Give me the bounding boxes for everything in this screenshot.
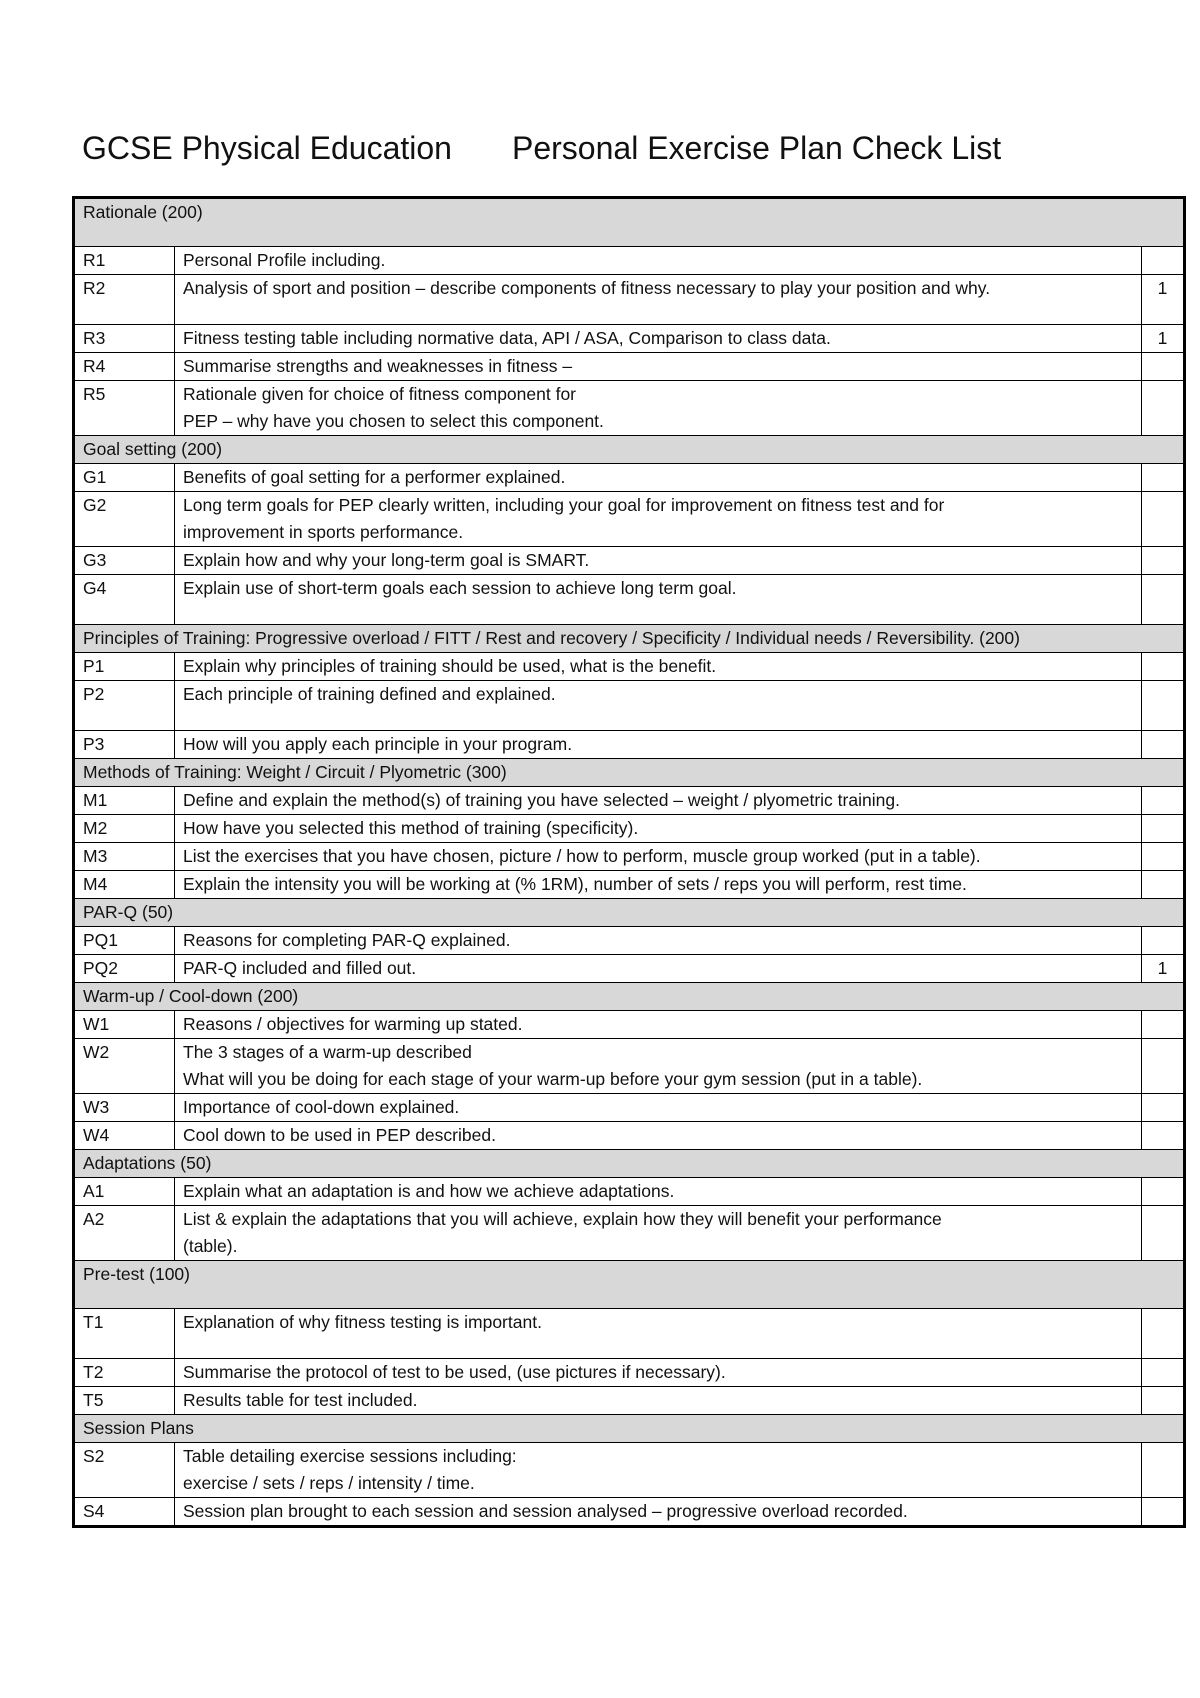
checklist-row	[75, 464, 1184, 492]
checklist-row	[75, 1094, 1184, 1122]
checklist-row	[75, 381, 1184, 436]
criterion-description	[175, 247, 1142, 275]
checklist-row	[75, 815, 1184, 843]
criterion-code: R3	[75, 325, 175, 353]
description-line: How have you selected this method of training (specificity).	[183, 818, 639, 838]
criterion-code: M4	[75, 871, 175, 899]
mark-cell[interactable]	[1141, 731, 1183, 759]
criterion-code: P2	[75, 681, 175, 731]
description-line: Results table for test included.	[183, 1390, 418, 1410]
section-heading: PAR-Q (50)	[75, 899, 1184, 927]
checklist-row	[75, 787, 1184, 815]
criterion-code: R1	[75, 247, 175, 275]
criterion-code: T1	[75, 1309, 175, 1359]
description-line: Summarise strengths and weaknesses in fitness –	[183, 356, 573, 376]
description-line: Explain use of short-term goals each session to achieve long term goal.	[183, 578, 737, 598]
mark-cell[interactable]	[1141, 1122, 1183, 1150]
checklist-row	[75, 871, 1184, 899]
criterion-code: R5	[75, 381, 175, 436]
criterion-description	[175, 353, 1142, 381]
section-heading: Goal setting (200)	[75, 436, 1184, 464]
description-line: Long term goals for PEP clearly written, including your goal for improvement on fitness test and for	[183, 495, 945, 515]
criterion-description	[175, 1443, 1142, 1498]
mark-cell[interactable]	[1141, 1039, 1183, 1094]
section-header-row	[75, 899, 1184, 927]
description-line: Explain the intensity you will be working at (% 1RM), number of sets / reps you will perform, rest time.	[183, 874, 967, 894]
section-heading: Warm-up / Cool-down (200)	[75, 983, 1184, 1011]
section-heading: Pre-test (100)	[75, 1261, 1184, 1309]
mark-cell[interactable]: 1	[1141, 955, 1183, 983]
mark-cell[interactable]	[1141, 464, 1183, 492]
description-line: (table).	[183, 1236, 238, 1256]
section-header-row	[75, 199, 1184, 247]
criterion-code: G2	[75, 492, 175, 547]
criterion-description	[175, 787, 1142, 815]
checklist-row	[75, 927, 1184, 955]
criterion-description	[175, 1387, 1142, 1415]
checklist-row	[75, 653, 1184, 681]
section-header-row	[75, 1415, 1184, 1443]
mark-cell[interactable]	[1141, 1094, 1183, 1122]
description-line: Rationale given for choice of fitness component for	[183, 384, 576, 404]
mark-cell[interactable]	[1141, 547, 1183, 575]
mark-cell[interactable]	[1141, 1011, 1183, 1039]
criterion-description	[175, 547, 1142, 575]
criterion-description	[175, 575, 1142, 625]
criterion-code: T2	[75, 1359, 175, 1387]
mark-cell[interactable]: 1	[1141, 275, 1183, 325]
criterion-code: W2	[75, 1039, 175, 1094]
mark-cell[interactable]	[1141, 1443, 1183, 1498]
criterion-description	[175, 871, 1142, 899]
mark-cell[interactable]	[1141, 871, 1183, 899]
checklist-row	[75, 547, 1184, 575]
criterion-code: R4	[75, 353, 175, 381]
mark-cell[interactable]	[1141, 1309, 1183, 1359]
checklist-row	[75, 1122, 1184, 1150]
checklist-row	[75, 1443, 1184, 1498]
mark-cell[interactable]	[1141, 1178, 1183, 1206]
mark-cell[interactable]	[1141, 1359, 1183, 1387]
criterion-code: M1	[75, 787, 175, 815]
mark-cell[interactable]	[1141, 927, 1183, 955]
criterion-description	[175, 1011, 1142, 1039]
criterion-description	[175, 1498, 1142, 1526]
mark-cell[interactable]	[1141, 787, 1183, 815]
checklist-row	[75, 843, 1184, 871]
checklist-row	[75, 247, 1184, 275]
checklist-row	[75, 955, 1184, 983]
criterion-code: W3	[75, 1094, 175, 1122]
criterion-code: R2	[75, 275, 175, 325]
description-line: improvement in sports performance.	[183, 522, 464, 542]
checklist-table	[72, 196, 1186, 1528]
criterion-code: S4	[75, 1498, 175, 1526]
criterion-code: P1	[75, 653, 175, 681]
section-heading: Session Plans	[75, 1415, 1184, 1443]
mark-cell[interactable]	[1141, 815, 1183, 843]
checklist-body	[75, 199, 1184, 1526]
section-header-row	[75, 1261, 1184, 1309]
description-line: What will you be doing for each stage of your warm-up before your gym session (put in a table).	[183, 1069, 923, 1089]
criterion-description	[175, 275, 1142, 325]
mark-cell[interactable]	[1141, 843, 1183, 871]
criterion-description	[175, 464, 1142, 492]
criterion-description	[175, 927, 1142, 955]
subject-heading: GCSE Physical Education	[82, 130, 452, 166]
mark-cell[interactable]	[1141, 247, 1183, 275]
section-header-row	[75, 1150, 1184, 1178]
document-title	[82, 128, 1200, 168]
criterion-code: W4	[75, 1122, 175, 1150]
description-line: Cool down to be used in PEP described.	[183, 1125, 496, 1145]
criterion-description	[175, 1206, 1142, 1261]
checklist-row	[75, 1359, 1184, 1387]
checklist-row	[75, 353, 1184, 381]
mark-cell[interactable]	[1141, 1387, 1183, 1415]
description-line: How will you apply each principle in your program.	[183, 734, 573, 754]
criterion-code: A2	[75, 1206, 175, 1261]
description-line: Fitness testing table including normative data, API / ASA, Comparison to class data.	[183, 328, 831, 348]
description-line: Personal Profile including.	[183, 250, 386, 270]
criterion-description	[175, 653, 1142, 681]
criterion-description	[175, 381, 1142, 436]
criterion-description	[175, 1039, 1142, 1094]
mark-cell[interactable]	[1141, 1206, 1183, 1261]
description-line: The 3 stages of a warm-up described	[183, 1042, 472, 1062]
description-line: Reasons for completing PAR-Q explained.	[183, 930, 511, 950]
section-heading: Adaptations (50)	[75, 1150, 1184, 1178]
checklist-row	[75, 1498, 1184, 1526]
description-line: Table detailing exercise sessions including:	[183, 1446, 517, 1466]
description-line: PEP – why have you chosen to select this component.	[183, 411, 604, 431]
section-heading: Rationale (200)	[75, 199, 1184, 247]
checklist-row	[75, 275, 1184, 325]
criterion-code: W1	[75, 1011, 175, 1039]
checklist-row	[75, 681, 1184, 731]
criterion-code: PQ2	[75, 955, 175, 983]
checklist-row	[75, 1387, 1184, 1415]
checklist-heading: Personal Exercise Plan Check List	[512, 130, 1002, 166]
criterion-code: PQ1	[75, 927, 175, 955]
mark-cell[interactable]	[1141, 575, 1183, 625]
criterion-code: G1	[75, 464, 175, 492]
description-line: Importance of cool-down explained.	[183, 1097, 460, 1117]
description-line: exercise / sets / reps / intensity / time.	[183, 1473, 475, 1493]
criterion-description	[175, 843, 1142, 871]
description-line: Summarise the protocol of test to be used, (use pictures if necessary).	[183, 1362, 726, 1382]
checklist-row	[75, 492, 1184, 547]
description-line: Explain why principles of training should be used, what is the benefit.	[183, 656, 717, 676]
criterion-description	[175, 681, 1142, 731]
description-line: Each principle of training defined and explained.	[183, 684, 556, 704]
checklist-row	[75, 1206, 1184, 1261]
checklist-row	[75, 325, 1184, 353]
checklist-row	[75, 575, 1184, 625]
criterion-code: G3	[75, 547, 175, 575]
criterion-description	[175, 1094, 1142, 1122]
description-line: Session plan brought to each session and session analysed – progressive overload recorded.	[183, 1501, 908, 1521]
section-header-row	[75, 436, 1184, 464]
criterion-code: S2	[75, 1443, 175, 1498]
section-heading: Methods of Training: Weight / Circuit / Plyometric (300)	[75, 759, 1184, 787]
criterion-description	[175, 1309, 1142, 1359]
mark-cell[interactable]	[1141, 381, 1183, 436]
criterion-description	[175, 815, 1142, 843]
criterion-description	[175, 1359, 1142, 1387]
checklist-row	[75, 1309, 1184, 1359]
checklist-row	[75, 731, 1184, 759]
criterion-code: G4	[75, 575, 175, 625]
description-line: Define and explain the method(s) of training you have selected – weight / plyometric training.	[183, 790, 900, 810]
mark-cell[interactable]: 1	[1141, 325, 1183, 353]
criterion-description	[175, 731, 1142, 759]
criterion-description	[175, 1122, 1142, 1150]
mark-cell[interactable]	[1141, 653, 1183, 681]
description-line: PAR-Q included and filled out.	[183, 958, 417, 978]
section-header-row	[75, 759, 1184, 787]
checklist-row	[75, 1178, 1184, 1206]
mark-cell[interactable]	[1141, 353, 1183, 381]
description-line: List the exercises that you have chosen, picture / how to perform, muscle group worked (put in a table).	[183, 846, 981, 866]
description-line: Analysis of sport and position – describe components of fitness necessary to play your position and why.	[183, 278, 991, 298]
checklist-row	[75, 1011, 1184, 1039]
criterion-code: P3	[75, 731, 175, 759]
section-header-row	[75, 983, 1184, 1011]
checklist-row	[75, 1039, 1184, 1094]
section-header-row	[75, 625, 1184, 653]
description-line: Benefits of goal setting for a performer explained.	[183, 467, 566, 487]
section-heading: Principles of Training: Progressive overload / FITT / Rest and recovery / Specificity / Individual needs / Reversibility. (200)	[75, 625, 1184, 653]
mark-cell[interactable]	[1141, 492, 1183, 547]
mark-cell[interactable]	[1141, 1498, 1183, 1526]
criterion-description	[175, 492, 1142, 547]
criterion-code: M3	[75, 843, 175, 871]
description-line: Explain what an adaptation is and how we achieve adaptations.	[183, 1181, 675, 1201]
criterion-description	[175, 325, 1142, 353]
mark-cell[interactable]	[1141, 681, 1183, 731]
criterion-code: M2	[75, 815, 175, 843]
criterion-description	[175, 1178, 1142, 1206]
criterion-code: T5	[75, 1387, 175, 1415]
description-line: Reasons / objectives for warming up stated.	[183, 1014, 523, 1034]
description-line: Explanation of why fitness testing is important.	[183, 1312, 542, 1332]
criterion-description	[175, 955, 1142, 983]
criterion-code: A1	[75, 1178, 175, 1206]
description-line: Explain how and why your long-term goal is SMART.	[183, 550, 590, 570]
description-line: List & explain the adaptations that you will achieve, explain how they will benefit your performance	[183, 1209, 942, 1229]
